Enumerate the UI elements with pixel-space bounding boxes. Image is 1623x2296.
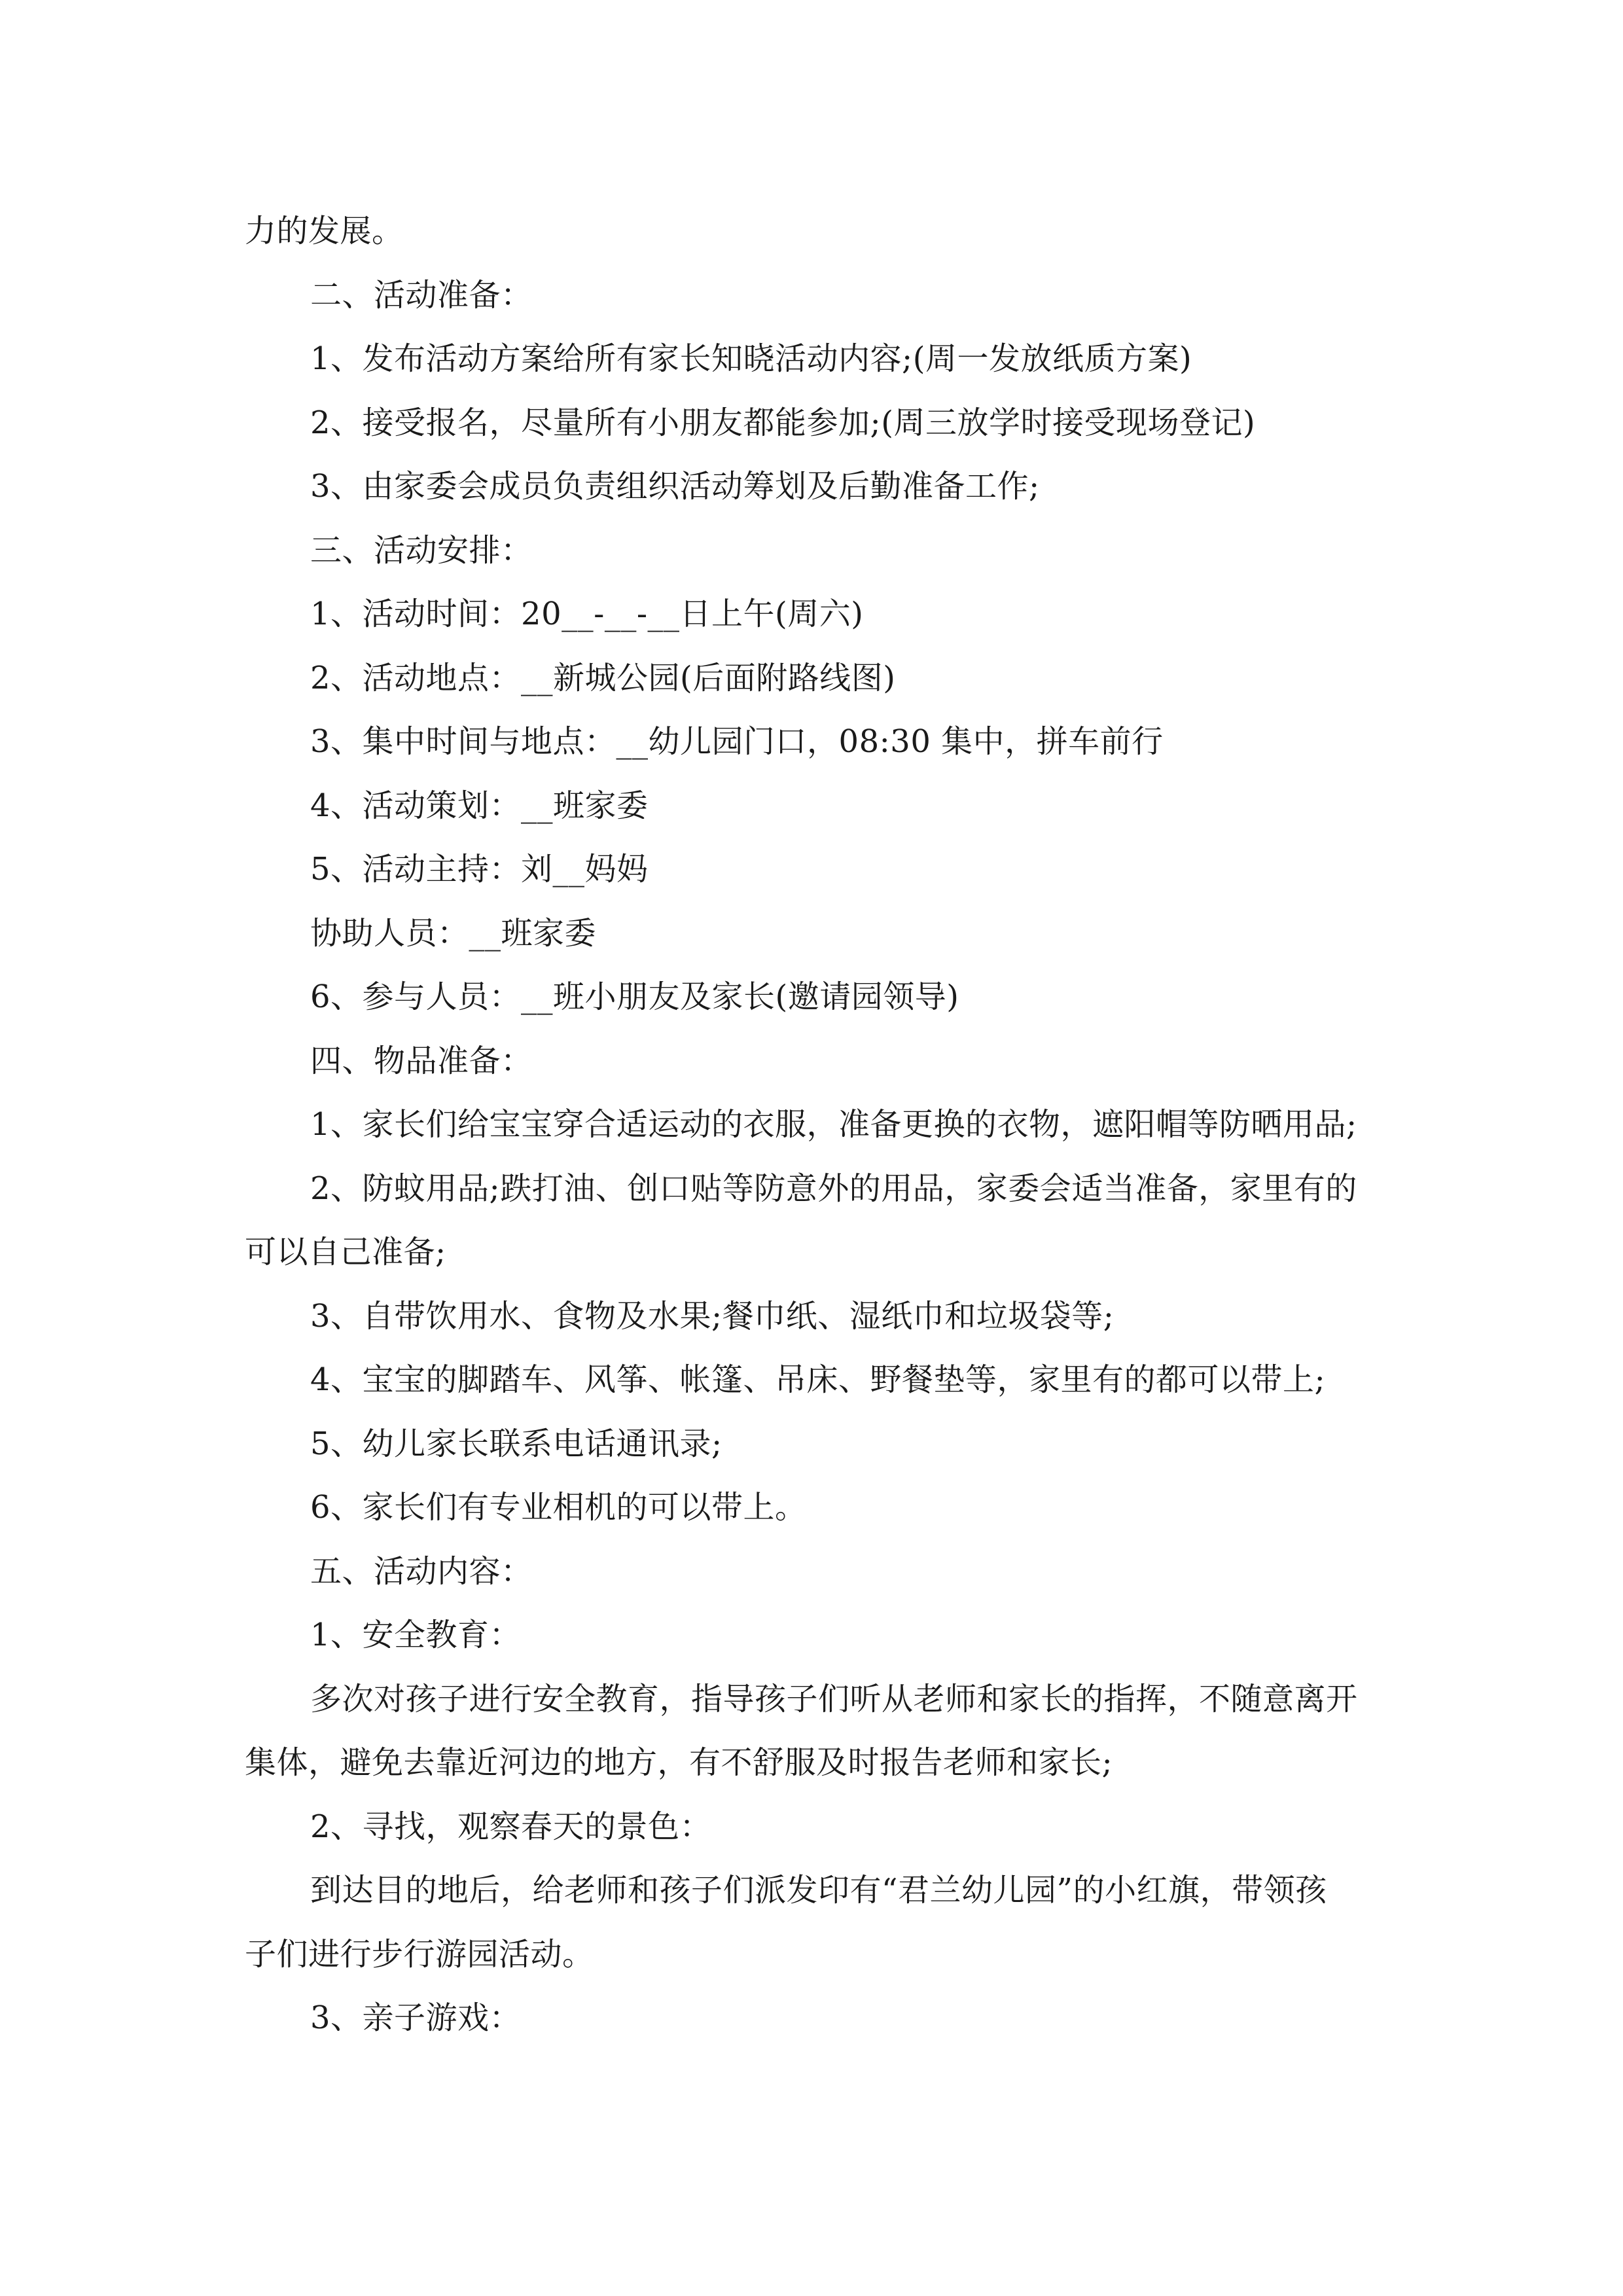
text-line: 力的发展。	[245, 213, 404, 249]
section-heading: 二、活动准备：	[310, 276, 533, 314]
section-heading: 五、活动内容：	[310, 1552, 533, 1590]
text-line: 2、活动地点：__新城公园(后面附路线图)	[310, 659, 896, 696]
text-line: 2、防蚊用品;跌打油、创口贴等防意外的用品，家委会适当准备，家里有的	[310, 1170, 1357, 1207]
text-line: 到达目的地后，给老师和孩子们派发印有“君兰幼儿园”的小红旗，带领孩	[310, 1872, 1327, 1909]
section-heading: 三、活动安排：	[310, 531, 533, 569]
text-line: 1、活动时间：20__-__-__日上午(周六)	[310, 596, 864, 632]
text-line: 4、活动策划：__班家委	[310, 787, 649, 824]
text-line: 集体，避免去靠近河边的地方，有不舒服及时报告老师和家长;	[245, 1744, 1113, 1781]
text-line: 3、亲子游戏：	[310, 2000, 522, 2036]
text-line: 5、活动主持：刘__妈妈	[310, 851, 649, 888]
text-line: 5、幼儿家长联系电话通讯录;	[310, 1425, 722, 1462]
text-line: 6、家长们有专业相机的可以带上。	[310, 1489, 807, 1526]
text-line: 2、寻找，观察春天的景色：	[310, 1808, 712, 1845]
text-line: 1、家长们给宝宝穿合适运动的衣服，准备更换的衣物，遮阳帽等防晒用品;	[310, 1106, 1357, 1143]
text-line: 协助人员：__班家委	[310, 914, 597, 952]
text-line: 1、发布活动方案给所有家长知晓活动内容;(周一发放纸质方案)	[310, 340, 1192, 377]
text-line: 可以自己准备;	[245, 1234, 446, 1270]
text-line: 2、接受报名，尽量所有小朋友都能参加;(周三放学时接受现场登记)	[310, 404, 1256, 441]
text-line: 子们进行步行游园活动。	[245, 1935, 594, 1973]
text-line: 6、参与人员：__班小朋友及家长(邀请园领导)	[310, 978, 959, 1015]
text-line: 3、由家委会成员负责组织活动筹划及后勤准备工作;	[310, 468, 1040, 505]
text-line: 3、自带饮用水、食物及水果;餐巾纸、湿纸巾和垃圾袋等;	[310, 1297, 1115, 1335]
document-body	[245, 200, 1383, 2051]
text-line: 3、集中时间与地点：__幼儿园门口，08:30 集中，拼车前行	[310, 723, 1164, 760]
section-heading: 四、物品准备：	[310, 1042, 533, 1079]
text-line: 多次对孩子进行安全教育，指导孩子们听从老师和家长的指挥，不随意离开	[310, 1680, 1358, 1717]
text-line: 4、宝宝的脚踏车、风筝、帐篷、吊床、野餐垫等，家里有的都可以带上;	[310, 1361, 1326, 1398]
text-line: 1、安全教育：	[310, 1617, 522, 1653]
